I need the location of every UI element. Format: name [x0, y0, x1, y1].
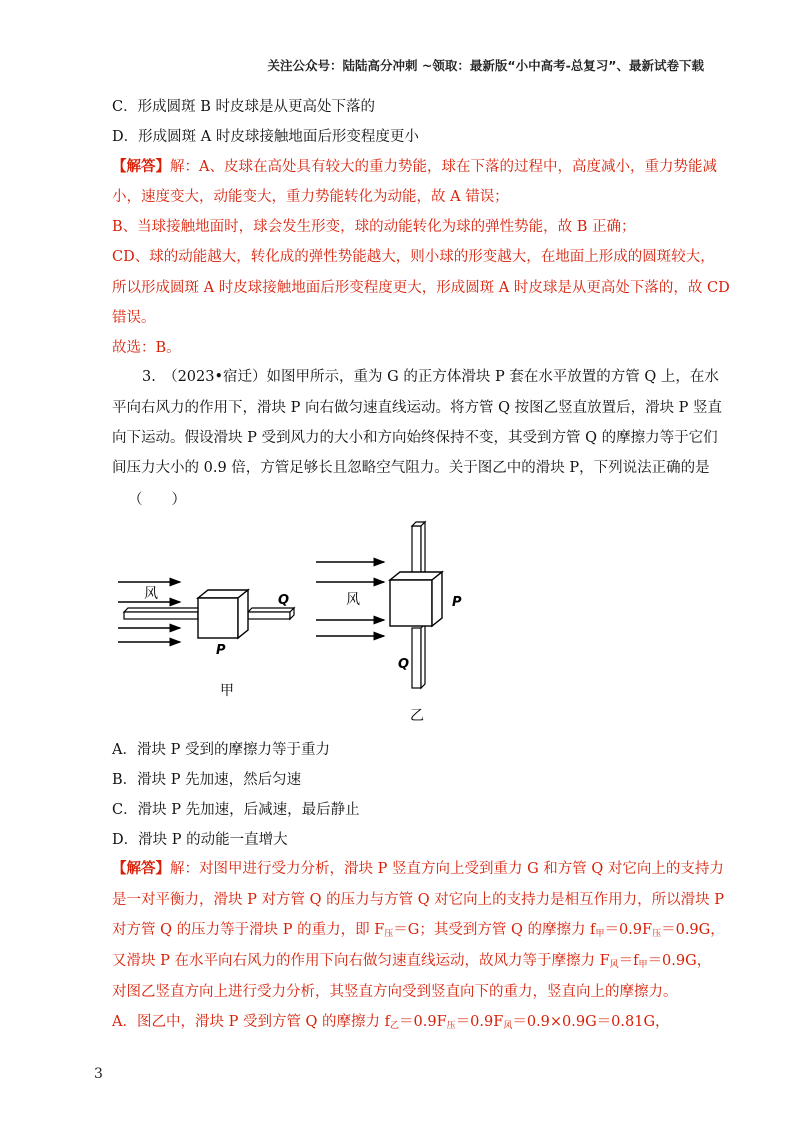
- figure-jia: [118, 582, 294, 699]
- answer-text: 又滑块 P 在水平向右风力的作用下向右做匀速直线运动，故风力等于摩擦力 F: [112, 953, 610, 969]
- answer-label: 【解答】: [112, 860, 170, 877]
- prev-answer-line-5: 所以形成圆斑 A 时皮球接触地面后形变程度更大，形成圆斑 A 时皮球是从更高处下落的，故 CD: [112, 280, 730, 296]
- prev-answer-text-1: 解：A、皮球在高处具有较大的重力势能，球在下落的过程中，高度减小，重力势能减: [170, 159, 717, 175]
- page-number: 3: [94, 1066, 103, 1082]
- answer-text: ＝0.9×0.9G＝0.81G，: [512, 1014, 670, 1030]
- prev-answer-choice: 故选：B。: [112, 340, 181, 356]
- answer-line-1: [112, 859, 724, 879]
- p-label: P: [216, 643, 226, 658]
- prev-answer-line-4: CD、球的动能越大，转化成的弹性势能越大，则小球的形变越大，在地面上形成的圆斑较大，: [112, 249, 715, 265]
- answer-label: 【解答】: [112, 158, 170, 175]
- subscript: 甲: [595, 929, 605, 939]
- prev-answer-line-1: [112, 157, 717, 177]
- answer-line-3: [112, 920, 725, 944]
- subscript: 乙: [390, 1021, 400, 1031]
- subscript: 压: [384, 929, 394, 939]
- option-d-prev: D．形成圆斑 A 时皮球接触地面后形变程度更小: [112, 129, 419, 145]
- question-line-1: 3. （2023•宿迁）如图甲所示，重为 G 的正方体滑块 P 套在水平放置的方管 Q 上，在水: [142, 369, 719, 385]
- prev-answer-line-2: 小，速度变大，动能变大，重力势能转化为动能，故 A 错误；: [112, 189, 509, 205]
- answer-line-4: [112, 951, 711, 975]
- subscript: 压: [446, 1021, 456, 1031]
- option-d: D．滑块 P 的动能一直增大: [112, 832, 288, 848]
- q-label: Q: [278, 593, 290, 608]
- answer-text: ＝0.9F: [604, 922, 653, 938]
- answer-text: ＝0.9F: [399, 1014, 447, 1030]
- question-line-3: 向下运动。假设滑块 P 受到风力的大小和方向始终保持不变，其受到方管 Q 的摩擦力等于它们: [112, 430, 718, 446]
- prev-answer-line-6: 错误。: [112, 310, 156, 326]
- caption-yi: 乙: [410, 708, 424, 724]
- p-label: P: [452, 595, 462, 610]
- prev-answer-line-3: B、当球接触地面时，球会发生形变，球的动能转化为球的弹性势能，故 B 正确；: [112, 219, 636, 235]
- option-b: B．滑块 P 先加速，然后匀速: [112, 772, 302, 788]
- option-c: C．滑块 P 先加速，后减速，最后静止: [112, 802, 360, 818]
- question-line-2: 平向右风力的作用下，滑块 P 向右做匀速直线运动。将方管 Q 按图乙竖直放置后，滑块 P 竖直: [112, 400, 723, 416]
- subscript: 甲: [638, 960, 648, 970]
- answer-line-6: [112, 1012, 670, 1036]
- caption-jia: 甲: [220, 683, 234, 699]
- answer-text: ＝0.9G，: [647, 953, 712, 969]
- subscript: 风: [503, 1021, 513, 1031]
- figure-yi: [316, 522, 462, 724]
- question-line-4: 间压力大小的 0.9 倍，方管足够长且忽略空气阻力。关于图乙中的滑块 P，下列说法正确的是: [112, 460, 710, 476]
- answer-text: A．图乙中，滑块 P 受到方管 Q 的摩擦力 f: [112, 1014, 391, 1030]
- question-blank: （ ）: [128, 492, 186, 508]
- answer-line-2: 是一对平衡力，滑块 P 对方管 Q 的压力与方管 Q 对它向上的支持力是相互作用力，所以滑块 P: [112, 892, 725, 908]
- answer-text-1: 解：对图甲进行受力分析，滑块 P 竖直方向上受到重力 G 和方管 Q 对它向上的支持力: [170, 861, 724, 877]
- option-c-prev: C．形成圆斑 B 时皮球是从更高处下落的: [112, 99, 375, 115]
- q-label: Q: [398, 657, 410, 672]
- slider-p: [198, 590, 248, 638]
- page-header: 关注公众号：陆陆高分冲刺 ~领取：最新版“小中高考-总复习”、最新试卷下载: [267, 58, 704, 73]
- subscript: 风: [609, 960, 619, 970]
- physics-figure: [110, 520, 490, 730]
- answer-text: ＝0.9G，: [661, 922, 725, 938]
- wind-label: 风: [346, 592, 360, 608]
- answer-text: 对方管 Q 的压力等于滑块 P 的重力，即 F: [112, 922, 385, 938]
- answer-text: ＝0.9F: [455, 1014, 504, 1030]
- slider-p: [390, 572, 442, 626]
- option-a: A．滑块 P 受到的摩擦力等于重力: [112, 742, 330, 758]
- answer-text: ＝G；其受到方管 Q 的摩擦力 f: [393, 922, 596, 938]
- answer-line-5: 对图乙竖直方向上进行受力分析，其竖直方向受到竖直向下的重力，竖直向上的摩擦力。: [112, 984, 678, 1000]
- wind-label: 风: [144, 586, 158, 602]
- answer-text: ＝f: [618, 953, 639, 969]
- subscript: 压: [652, 929, 662, 939]
